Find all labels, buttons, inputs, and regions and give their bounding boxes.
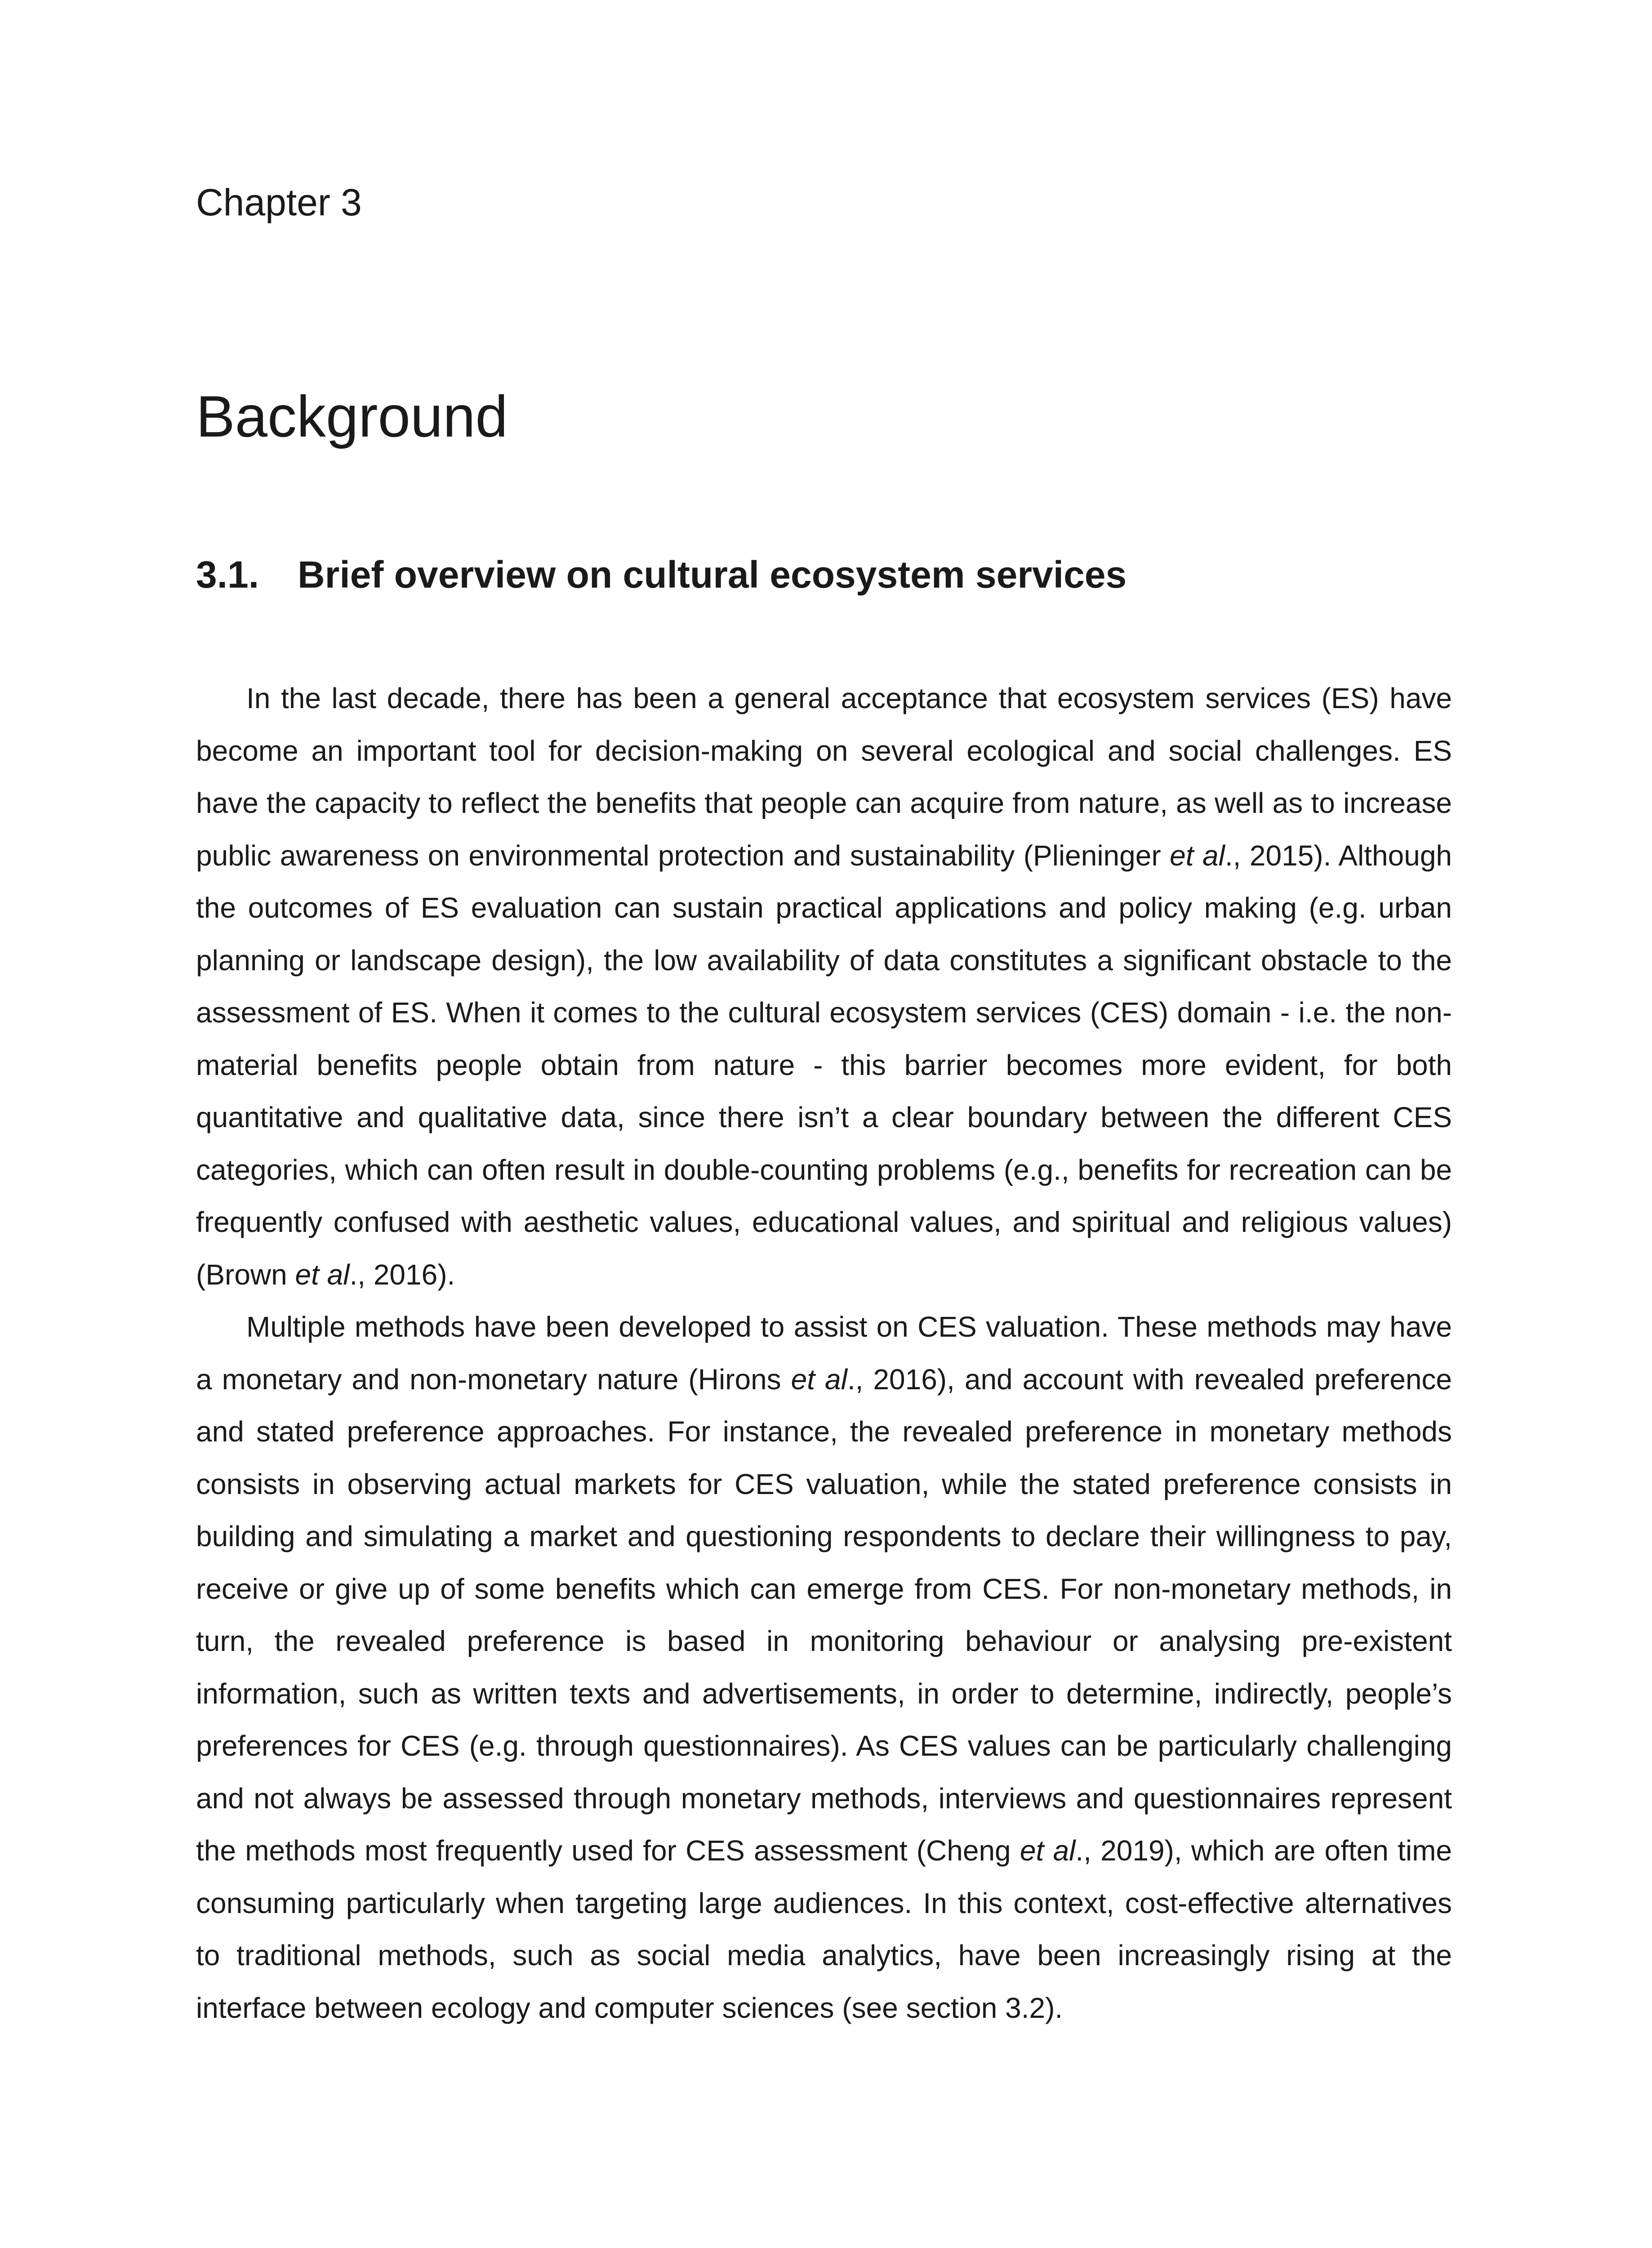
text-run: In the last decade, there has been a general acceptance that ecosystem services (ES) have become an important tool for decision-making on several ecological and social challenges. ES have the capacity to reflect the benefits that people can acquire from nature, as well as to increase public awareness on environmental protection and sustainability (Plieninger [196, 682, 1452, 872]
text-run: Multiple methods have been developed to assist on CES valuation. These methods may have a monetary and non-monetary nature (Hirons [196, 1311, 1452, 1396]
paragraph [196, 1301, 1452, 2034]
paragraph [196, 672, 1452, 1301]
italic-run: et al [295, 1258, 350, 1291]
section-title: Brief overview on cultural ecosystem services [298, 553, 1127, 596]
section-number: 3.1. [196, 553, 259, 596]
body-text [196, 672, 1452, 2034]
italic-run: et al [1170, 839, 1225, 872]
text-run: ., 2015). Although the outcomes of ES evaluation can sustain practical applications and policy making (e.g. urban planning or landscape design), the low availability of data constitutes a significant obstacle to the assessment of ES. When it comes to the cultural ecosystem services (CES) domain - i.e. the non-material benefits people obtain from nature - this barrier becomes more evident, for both quantitative and qualitative data, since there isn’t a clear boundary between the different CES categories, which can often result in double-counting problems (e.g., benefits for recreation can be frequently confused with aesthetic values, educational values, and spiritual and religious values) (Brown [196, 839, 1452, 1291]
text-run: ., 2019), which are often time consuming particularly when targeting large audiences. In this context, cost-effective alternatives to traditional methods, such as social media analytics, have been increasingly rising at the interface between ecology and computer sciences (see section 3.2). [196, 1834, 1452, 2024]
chapter-title: Background [196, 384, 508, 449]
section-heading [196, 552, 1127, 598]
italic-run: et al [1020, 1834, 1076, 1867]
text-run: ., 2016). [349, 1258, 455, 1291]
text-run: ., 2016), and account with revealed preference and stated preference approaches. For instance, the revealed preference in monetary methods consists in observing actual markets for CES valuation, while the stated preference consists in building and simulating a market and questioning respondents to declare their willingness to pay, receive or give up of some benefits which can emerge from CES. For non-monetary methods, in turn, the revealed preference is based in monitoring behaviour or analysing pre-existent information, such as written texts and advertisements, in order to determine, indirectly, people’s preferences for CES (e.g. through questionnaires). As CES values can be particularly challenging and not always be assessed through monetary methods, interviews and questionnaires represent the methods most frequently used for CES assessment (Cheng [196, 1363, 1452, 1867]
chapter-label: Chapter 3 [196, 181, 362, 223]
italic-run: et al [791, 1363, 847, 1396]
